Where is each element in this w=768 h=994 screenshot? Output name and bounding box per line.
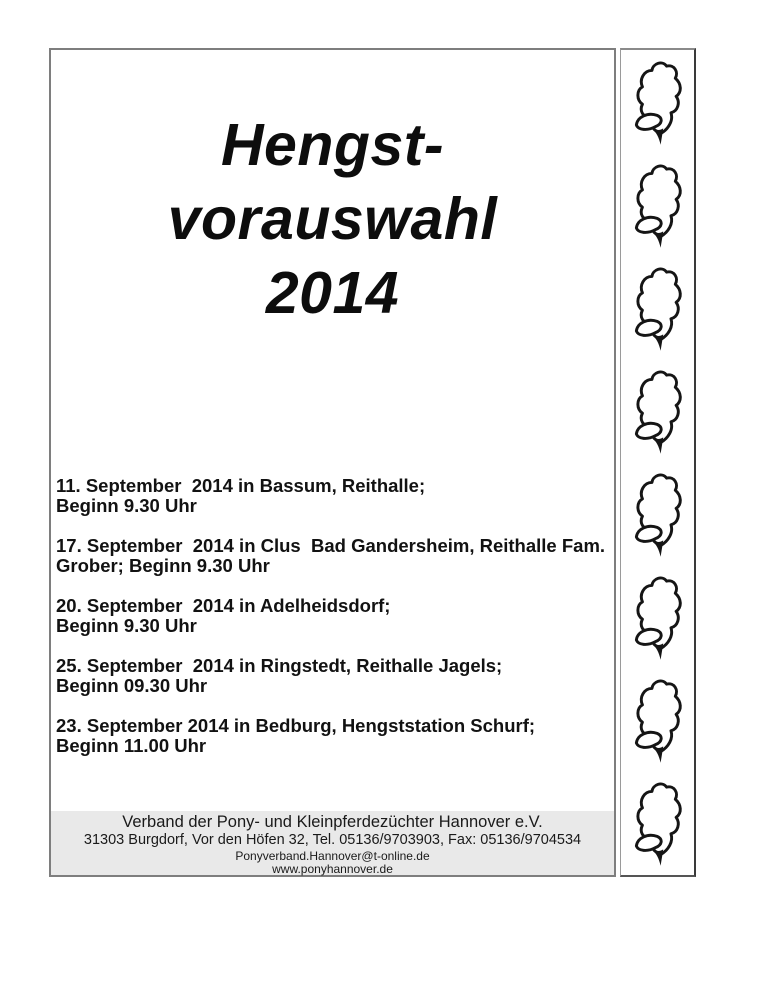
leaf-icon [626,363,690,459]
event-date-location: 20. September 2014 in Adelheidsdorf; [56,596,391,616]
event-date-location: 25. September 2014 in Ringstedt, Reithalle Jagels; [56,656,503,676]
leaf-icon [626,157,690,253]
organization-name: Verband der Pony- und Kleinpferdezüchter Hannover e.V. [122,813,543,831]
event-list [56,476,613,776]
leaf-icon [626,466,690,562]
leaf-cell [621,566,694,669]
title-line-2: vorauswahl [167,186,498,252]
event-item [56,476,613,516]
leaf-icon [626,672,690,768]
leaf-cell [621,772,694,875]
leaf-icon [626,775,690,871]
event-item [56,536,613,576]
address-line: 31303 Burgdorf, Vor den Höfen 32, Tel. 05136/9703903, Fax: 05136/9704534 [83,832,582,848]
leaf-cell [621,359,694,462]
footer [51,811,614,875]
leaf-border-column [620,48,696,877]
leaf-cell [621,256,694,359]
event-start-time: Beginn 9.30 Uhr [56,496,197,516]
event-date-location: 11. September 2014 in Bassum, Reithalle; [56,476,426,496]
event-start-time: Beginn 09.30 Uhr [56,676,208,696]
leaf-cell [621,669,694,772]
title-line-3: 2014 [265,260,400,326]
event-date-location: 17. September 2014 in Clus Bad Gandersheim, Reithalle Fam. [56,536,606,556]
event-start-time: Beginn 9.30 Uhr [56,616,197,636]
event-item [56,716,613,756]
leaf-cell [621,153,694,256]
flyer-box [49,48,616,877]
leaf-cell [621,463,694,566]
email-address: Ponyverband.Hannover@t-online.de [235,849,430,863]
leaf-icon [626,54,690,150]
event-start-time: Grober; Beginn 9.30 Uhr [56,556,270,576]
event-item [56,596,613,636]
leaf-cell [621,50,694,153]
event-item [56,656,613,696]
title-line-1: Hengst- [220,112,445,178]
event-start-time: Beginn 11.00 Uhr [56,736,207,756]
leaf-icon [626,569,690,665]
website-url: www.ponyhannover.de [272,862,393,876]
page-title [51,108,614,330]
event-date-location: 23. September 2014 in Bedburg, Hengststation Schurf; [56,716,536,736]
leaf-icon [626,260,690,356]
